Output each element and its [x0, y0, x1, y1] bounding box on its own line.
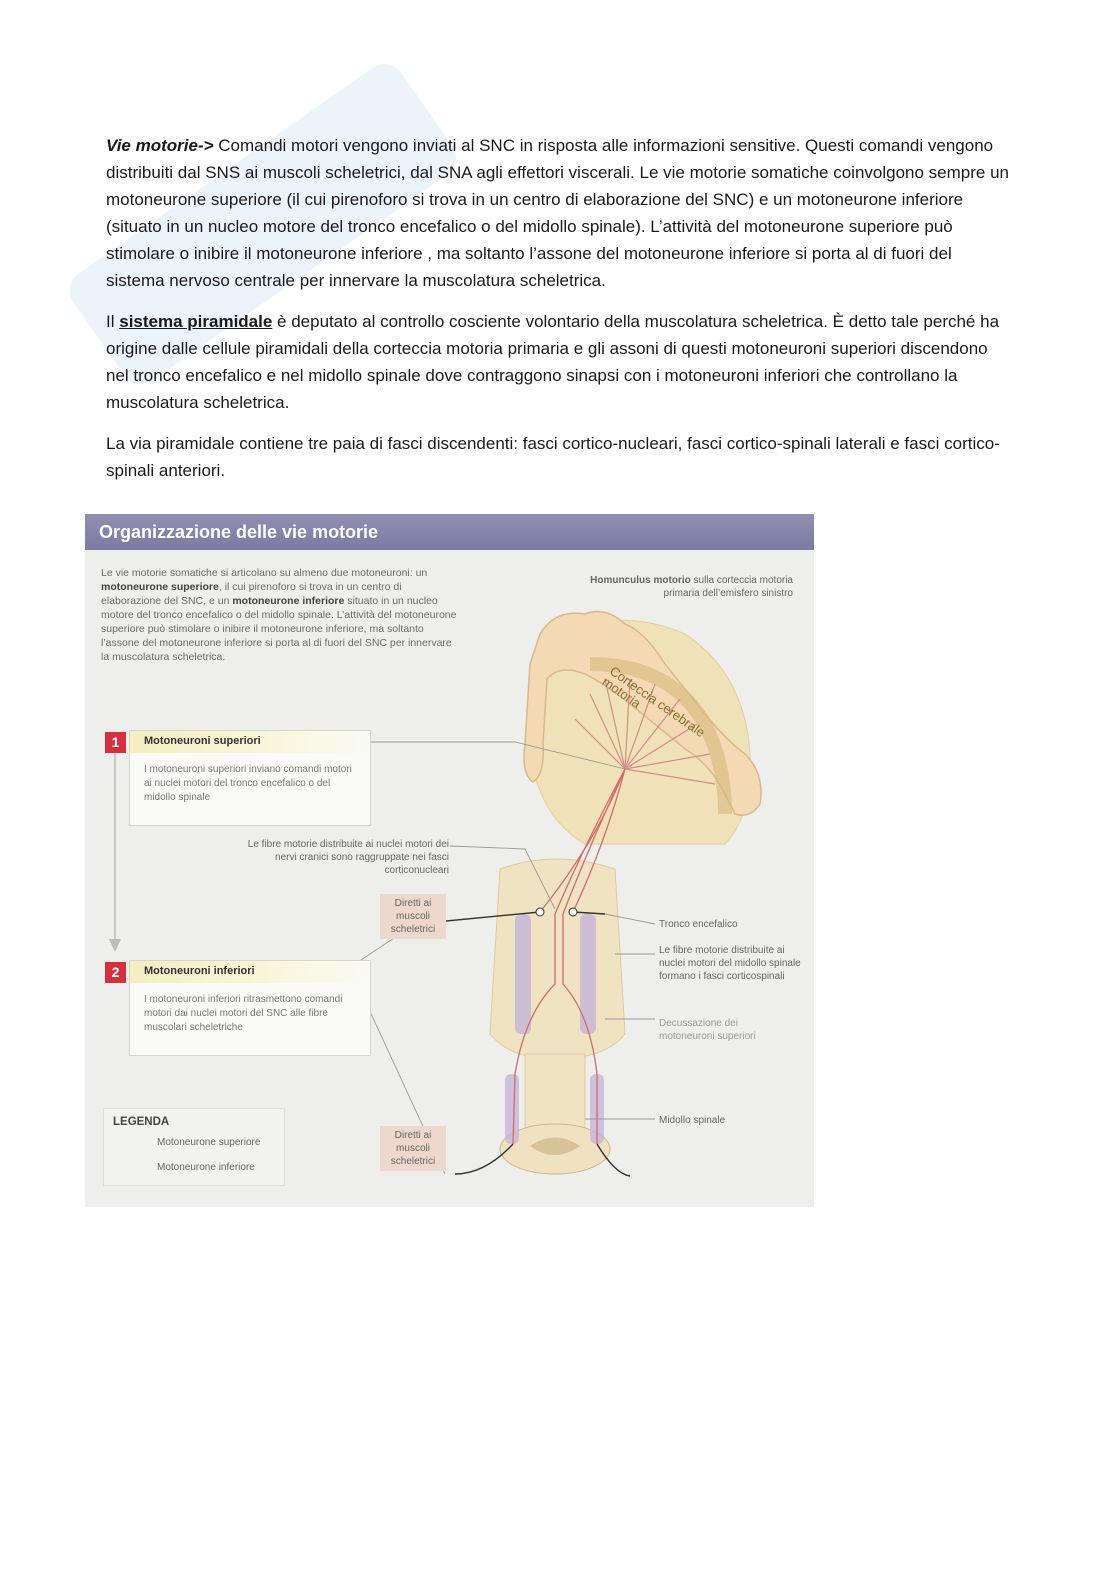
legend-upper-neuron: Motoneurone superiore: [157, 1137, 261, 1148]
paragraph-2-text: è deputato al controllo cosciente volontario della muscolatura scheletrica. È detto tale perché ha origine dalle cellule piramidali della corteccia motoria primaria e gli assoni di questi motoneuroni superiori discendono nel tronco encefalico e nel midollo spinale dove contraggono sinapsi con i motoneuroni inferiori che controllano la muscolatura scheletrica.: [106, 312, 1000, 412]
label-direct-muscles-1: Diretti ai muscoli scheletrici: [380, 894, 446, 939]
figure-vie-motorie: [85, 514, 814, 1207]
paragraph-1-text: Comandi motori vengono inviati al SNC in risposta alle informazioni sensitive. Questi comandi vengono distribuiti dal SNS ai muscoli scheletrici, dal SNA agli effettori viscerali. Le vie motorie somatiche coinvolgono sempre un motoneurone superiore (il cui pirenoforo si trova in un centro di elaborazione del SNC) e un motoneurone inferiore (situato in un nucleo motore del tronco encefalico o del midollo spinale). L’attività del motoneurone superiore può stimolare o inibire il motoneurone inferiore , ma soltanto l’assone del motoneurone inferiore si porta al di fuori del sistema nervoso centrale per innervare la muscolatura scheletrica.: [106, 136, 1009, 290]
paragraph-2-prefix: Il: [106, 312, 120, 331]
legend-lower-neuron: Motoneurone inferiore: [157, 1162, 255, 1173]
paragraph-via-piramidale: La via piramidale contiene tre paia di fasci discendenti: fasci cortico-nucleari, fasci cortico-spinali laterali e fasci cortico-spinali anteriori.: [106, 434, 1000, 480]
paragraph-sistema-piramidale: [106, 308, 1011, 416]
step-2-title: Motoneuroni inferiori: [144, 965, 255, 977]
document-body: [106, 132, 1011, 498]
paragraph-vie-motorie: [106, 132, 1011, 294]
step-1-box: [129, 730, 371, 826]
step-1-title: Motoneuroni superiori: [144, 735, 261, 747]
figure-title: Organizzazione delle vie motorie: [99, 522, 379, 542]
step-1-badge: 1: [105, 732, 126, 753]
label-brainstem: Tronco encefalico: [659, 919, 738, 930]
label-direct-muscles-2: Diretti ai muscoli scheletrici: [380, 1126, 446, 1171]
label-cranial-fibers: Le fibre motorie distribuite ai nuclei motori dei nervi cranici sono raggruppate nei fasci corticonucleari: [247, 839, 449, 876]
label-spinal-cord: Midollo spinale: [659, 1115, 726, 1126]
label-spinal-fibers: Le fibre motorie distribuite ai nuclei motori del midollo spinale formano i fasci corticospinali: [659, 945, 801, 982]
term-vie-motorie: Vie motorie->: [106, 136, 214, 155]
step-2-body: I motoneuroni inferiori ritrasmettono comandi motori dai nuclei motori del SNC alle fibre muscolari scheletriche: [144, 994, 343, 1033]
legend-title: LEGENDA: [113, 1116, 170, 1128]
step-1-body: I motoneuroni superiori inviano comandi motori ai nuclei motori del tronco encefalico o del midollo spinale: [144, 764, 352, 803]
label-homunculus: Homunculus motorio sulla corteccia motoria primaria dell’emisfero sinistro: [590, 575, 793, 599]
figure-intro-text: Le vie motorie somatiche si articolano su almeno due motoneuroni: un motoneurone superiore, il cui pirenoforo si trova in un centro di elaborazione del SNC, e un motoneurone inferiore situato in un nucleo motore del tronco encefalico o del midollo spinale. L’attività del motoneurone superiore può stimolare o inibire il motoneurone inferiore, ma soltanto l’assone del motoneurone inferiore si porta al di fuori del SNC per innervare la muscolatura scheletrica.: [101, 567, 457, 663]
term-sistema-piramidale: sistema piramidale: [119, 312, 273, 331]
step-2-box: [129, 960, 371, 1056]
label-decussation: Decussazione dei motoneuroni superiori: [659, 1018, 756, 1042]
label-cortex: Corteccia cerebrale motoria: [599, 663, 708, 741]
step-2-badge: 2: [105, 962, 126, 983]
